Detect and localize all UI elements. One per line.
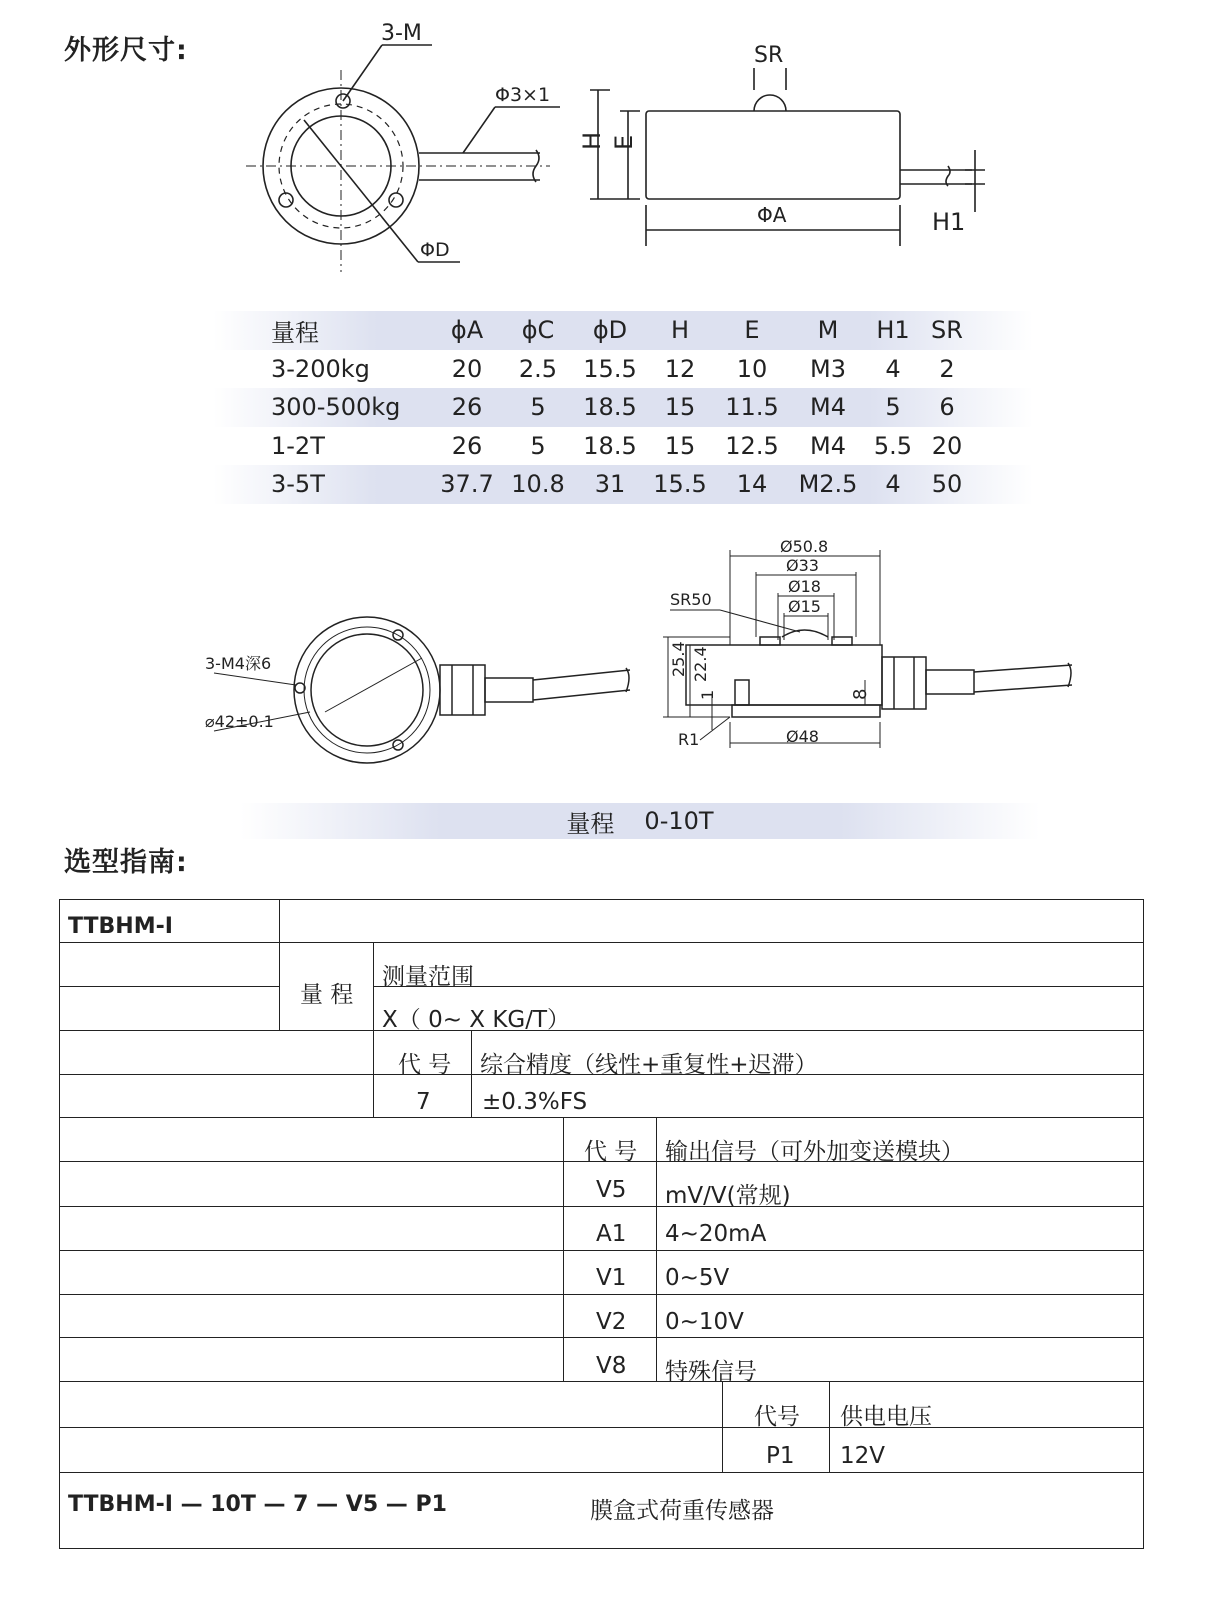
spec-header-row <box>213 311 1033 350</box>
grid-line <box>60 1117 1143 1118</box>
grid-line <box>656 1117 657 1382</box>
spec-cell: 15.5 <box>583 354 637 383</box>
spec-cell: 2 <box>939 354 955 383</box>
power-desc: 供电电压 <box>840 1404 932 1430</box>
spec-cell: 1-2T <box>271 431 325 460</box>
label-d33: Ø33 <box>786 556 819 575</box>
spec-cell: 5 <box>530 431 546 460</box>
label-holes: 3-M4深6 <box>205 654 272 673</box>
spec-header-cell: 量程 <box>271 318 319 347</box>
label-r1: R1 <box>678 730 700 749</box>
accuracy-code-label: 代 号 <box>398 1052 452 1078</box>
label-h224: 22.4 <box>691 646 710 682</box>
label-d508: Ø50.8 <box>780 537 829 556</box>
spec-cell: 15 <box>664 393 696 422</box>
grid-line <box>60 1030 1143 1031</box>
grid-line <box>60 1294 1143 1295</box>
label-e: E <box>610 134 638 150</box>
spec-cell: 5.5 <box>873 431 913 460</box>
selection-guide-table <box>59 899 1144 1549</box>
spec-cell: M2.5 <box>798 470 858 499</box>
label-3m: 3-M <box>381 21 422 46</box>
spec-cell: 15.5 <box>653 470 707 499</box>
output-code: V8 <box>596 1353 627 1379</box>
label-a: ΦA <box>757 203 787 227</box>
order-example: TTBHM-Ⅰ — 10T — 7 — V5 — P1 <box>68 1492 447 1517</box>
accuracy-desc: 综合精度（线性+重复性+迟滞） <box>480 1052 818 1078</box>
label-sr50: SR50 <box>670 590 712 609</box>
spec-cell: 18.5 <box>583 393 637 422</box>
label-sr: SR <box>754 43 784 68</box>
output-code: V2 <box>596 1309 627 1335</box>
label-dia42: ⌀42±0.1 <box>205 712 274 731</box>
grid-line <box>471 1030 472 1118</box>
spec-cell: 10 <box>736 354 768 383</box>
grid-line <box>563 1117 564 1382</box>
spec-cell: 50 <box>931 470 963 499</box>
spec-header-cell: E <box>744 316 760 345</box>
spec-row <box>213 350 1033 389</box>
label-d: ΦD <box>420 239 450 261</box>
spec-cell: 26 <box>451 431 483 460</box>
range-caption-label: 量程 <box>566 809 615 838</box>
output-value: 4~20mA <box>665 1221 767 1247</box>
grid-line <box>60 986 280 987</box>
grid-line <box>279 900 280 1030</box>
spec-cell: 4 <box>885 354 901 383</box>
grid-line <box>60 1427 1143 1428</box>
output-code-label: 代 号 <box>584 1139 638 1165</box>
dimension-drawing-1 <box>230 15 1000 285</box>
spec-cell: 20 <box>931 431 963 460</box>
output-value: 特殊信号 <box>665 1359 757 1385</box>
spec-table <box>213 311 1033 504</box>
grid-line <box>60 1381 1143 1382</box>
spec-cell: 11.5 <box>725 393 779 422</box>
spec-cell: 14 <box>736 470 768 499</box>
spec-cell: 20 <box>451 354 483 383</box>
accuracy-code: 7 <box>416 1089 431 1115</box>
spec-cell: 4 <box>885 470 901 499</box>
label-h254: 25.4 <box>669 641 688 677</box>
grid-line <box>60 942 1143 943</box>
dimension-drawing-2 <box>195 530 1095 800</box>
range-caption <box>240 803 1040 839</box>
spec-cell: 2.5 <box>518 354 558 383</box>
spec-cell: 18.5 <box>583 431 637 460</box>
grid-line <box>373 986 1143 987</box>
spec-row <box>213 427 1033 466</box>
spec-header-cell: H1 <box>876 316 910 345</box>
spec-cell: 31 <box>594 470 626 499</box>
spec-header-cell: ϕC <box>521 316 555 345</box>
grid-line <box>60 1206 1143 1207</box>
output-value: 0~5V <box>665 1265 730 1291</box>
output-value: 0~10V <box>665 1309 744 1335</box>
grid-line <box>722 1381 723 1472</box>
power-code: P1 <box>766 1443 795 1469</box>
output-code: V1 <box>596 1265 627 1291</box>
spec-row <box>213 388 1033 427</box>
spec-cell: 3-200kg <box>271 354 370 383</box>
output-code: V5 <box>596 1177 627 1203</box>
spec-header-cell: H <box>670 316 690 345</box>
spec-cell: 5 <box>885 393 901 422</box>
label-d18: Ø18 <box>788 577 821 596</box>
label-h1: H1 <box>932 208 966 236</box>
spec-cell: 300-500kg <box>271 393 401 422</box>
spec-cell: 12.5 <box>725 431 779 460</box>
spec-cell: 12 <box>664 354 696 383</box>
spec-cell: 5 <box>530 393 546 422</box>
power-value: 12V <box>840 1443 886 1469</box>
range-caption-value: 0-10T <box>644 807 714 835</box>
spec-header-cell: SR <box>931 316 963 345</box>
spec-header-cell: ϕD <box>592 316 628 345</box>
spec-cell: M3 <box>810 354 846 383</box>
spec-cell: 3-5T <box>271 470 325 499</box>
range-code-label: 量 程 <box>300 982 354 1008</box>
output-value: mV/V(常规) <box>665 1183 791 1209</box>
spec-cell: 37.7 <box>440 470 494 499</box>
selection-title: 选型指南: <box>64 847 188 878</box>
label-eight: 8 <box>850 688 871 700</box>
model-code: TTBHM-Ⅰ <box>68 914 173 939</box>
output-code: A1 <box>596 1221 627 1247</box>
product-name: 膜盒式荷重传感器 <box>590 1498 774 1524</box>
spec-cell: 15 <box>664 431 696 460</box>
accuracy-value: ±0.3%FS <box>482 1089 588 1115</box>
spec-row <box>213 465 1033 504</box>
dimensions-title: 外形尺寸: <box>64 35 188 66</box>
grid-line <box>60 1250 1143 1251</box>
spec-cell: 10.8 <box>511 470 565 499</box>
spec-cell: M4 <box>810 431 846 460</box>
spec-header-cell: ϕA <box>450 316 484 345</box>
grid-line <box>60 1472 1143 1473</box>
range-desc: 测量范围 <box>382 964 474 990</box>
spec-cell: 26 <box>451 393 483 422</box>
power-code-label: 代号 <box>754 1404 800 1430</box>
output-desc: 输出信号（可外加变送模块） <box>665 1139 964 1165</box>
spec-header-cell: M <box>817 316 839 345</box>
grid-line <box>60 1337 1143 1338</box>
label-d48: Ø48 <box>786 727 819 746</box>
range-value: X（ 0~ X KG/T） <box>382 1007 571 1033</box>
spec-cell: 6 <box>939 393 955 422</box>
label-d15: Ø15 <box>788 597 821 616</box>
label-h: H <box>578 131 606 150</box>
label-one: 1 <box>698 689 717 700</box>
grid-line <box>373 942 374 1118</box>
label-cable: Φ3×1 <box>495 84 551 106</box>
grid-line <box>829 1381 830 1472</box>
spec-cell: M4 <box>810 393 846 422</box>
